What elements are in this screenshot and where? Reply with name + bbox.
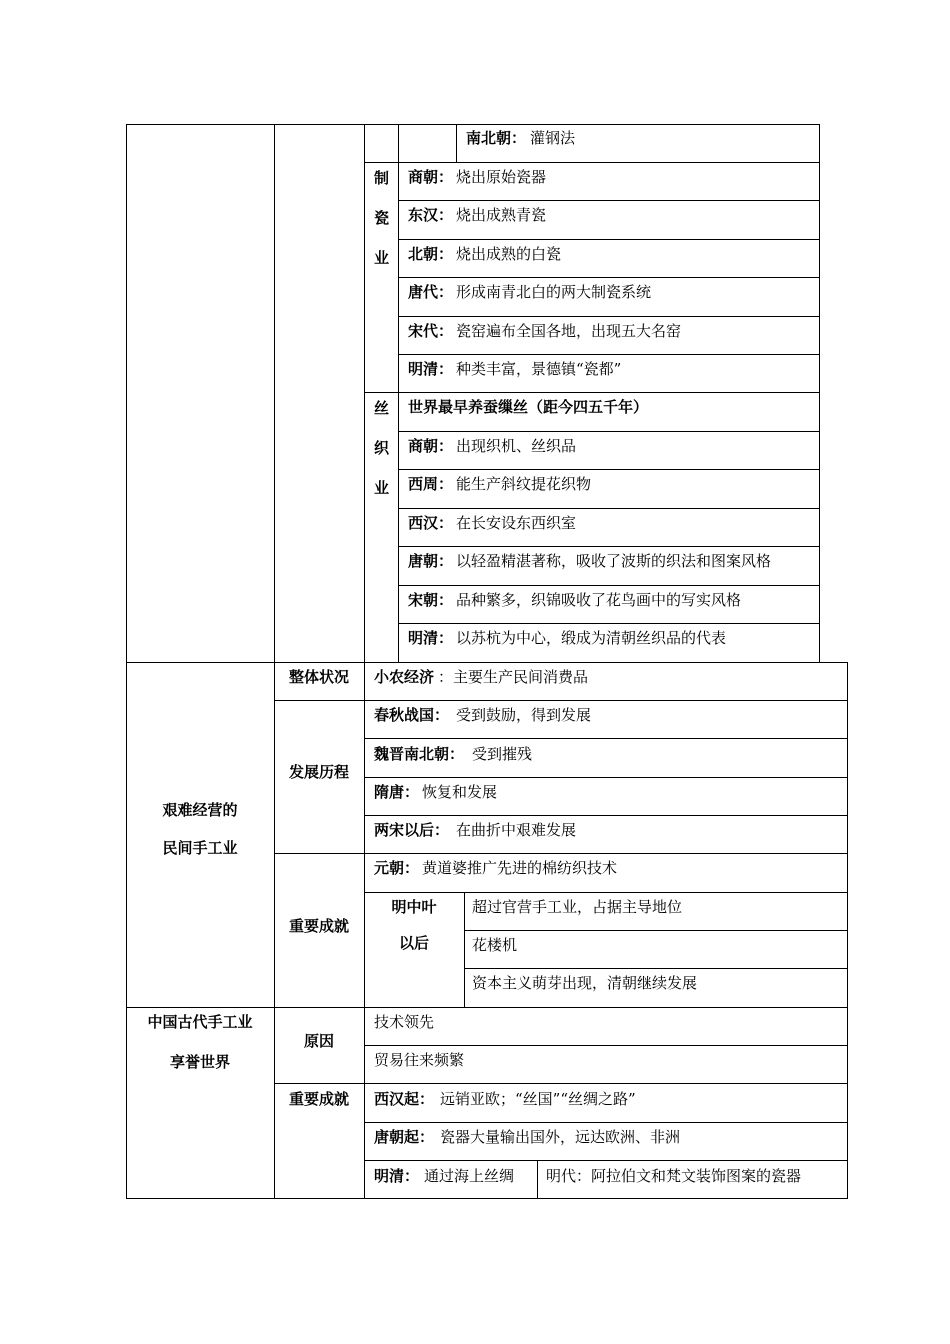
folk-achievements-label: 重要成就 [288,917,349,935]
period-desc: 灌钢法 [530,129,576,147]
period-label: 南北朝： [466,129,527,147]
history-label: 发展历程 [288,763,349,781]
world-achievements-label: 重要成就 [288,1090,349,1108]
overall-label: 整体状况 [288,668,349,686]
reasons-label: 原因 [303,1032,334,1050]
